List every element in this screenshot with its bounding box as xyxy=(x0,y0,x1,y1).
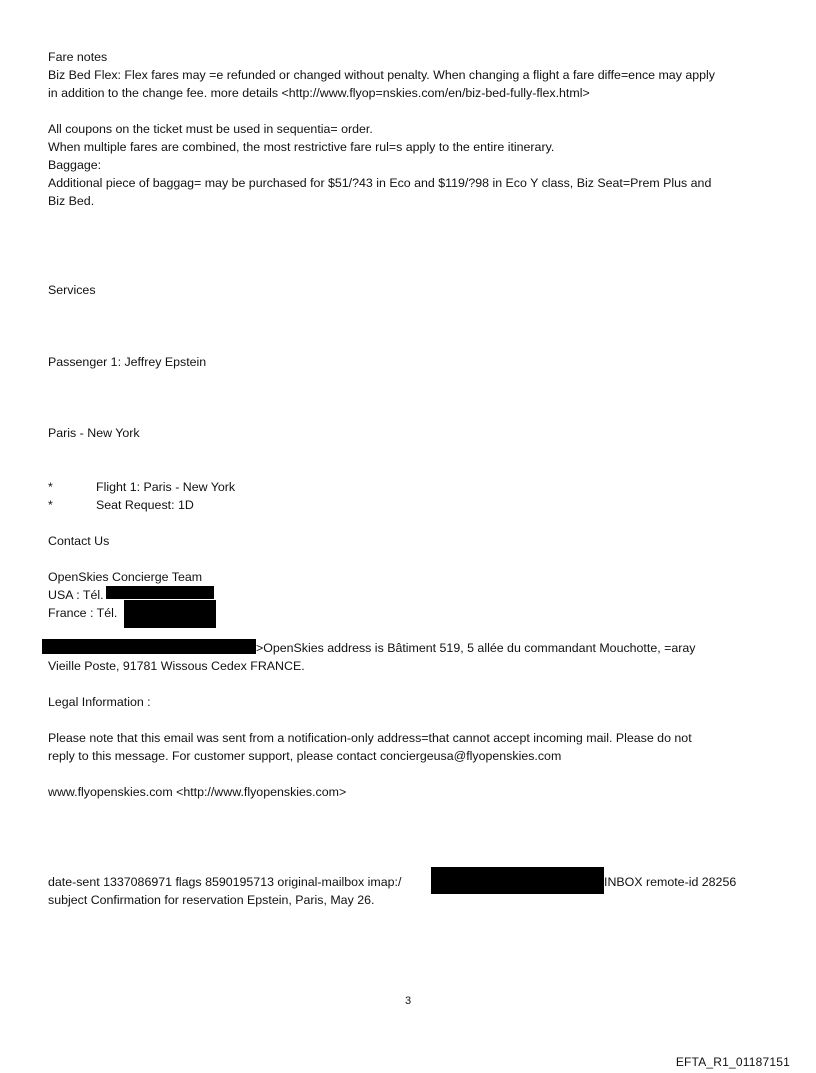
redaction-mailbox xyxy=(431,867,604,894)
contact-address-line2: Vieille Poste, 91781 Wissous Cedex FRANCE. xyxy=(48,659,305,673)
baggage-line1: Additional piece of baggag= may be purchased for $51/?43 in Eco and $119/?98 in Eco Y class, Biz Seat=Prem Plus and xyxy=(48,176,712,190)
baggage-heading: Baggage: xyxy=(48,158,102,172)
contact-address-line1: >OpenSkies address is Bâtiment 519, 5 allée du commandant Mouchotte, =aray xyxy=(256,641,696,655)
legal-heading: Legal Information : xyxy=(48,695,151,709)
passenger-line: Passenger 1: Jeffrey Epstein xyxy=(48,355,207,369)
bullet-marker: * xyxy=(48,498,53,512)
redaction-email-address xyxy=(42,639,256,654)
contact-usa-phone-label: USA : Tél. xyxy=(48,588,104,602)
fare-notes-flex-line2: in addition to the change fee. more details <http://www.flyop=nskies.com/en/biz-bed-fully-flex.html> xyxy=(48,86,590,100)
website-link[interactable]: www.flyopenskies.com <http://www.flyopenskies.com> xyxy=(48,785,347,799)
list-item-seat: Seat Request: 1D xyxy=(96,498,194,512)
meta-line1-start: date-sent 1337086971 flags 8590195713 original-mailbox imap:/ xyxy=(48,875,402,889)
fare-notes-flex-line1: Biz Bed Flex: Flex fares may =e refunded or changed without penalty. When changing a flight a fare diffe=ence may apply xyxy=(48,68,715,82)
document-id: EFTA_R1_01187151 xyxy=(675,1055,790,1069)
legal-line2: reply to this message. For customer support, please contact conciergeusa@flyopenskies.com xyxy=(48,749,562,763)
contact-team: OpenSkies Concierge Team xyxy=(48,570,203,584)
legal-line1: Please note that this email was sent from a notification-only address=that cannot accept incoming mail. Please do not xyxy=(48,731,692,745)
meta-line1-end: INBOX remote-id 28256 xyxy=(604,875,737,889)
contact-heading: Contact Us xyxy=(48,534,110,548)
contact-france-phone-label: France : Tél. xyxy=(48,606,118,620)
fare-notes-combined: When multiple fares are combined, the most restrictive fare rul=s apply to the entire itinerary. xyxy=(48,140,555,154)
bullet-marker: * xyxy=(48,480,53,494)
redaction-usa-phone xyxy=(106,586,214,599)
meta-subject: subject Confirmation for reservation Epstein, Paris, May 26. xyxy=(48,893,375,907)
baggage-line2: Biz Bed. xyxy=(48,194,95,208)
fare-notes-heading: Fare notes xyxy=(48,50,108,64)
route-line: Paris - New York xyxy=(48,426,140,440)
page-number: 3 xyxy=(404,995,412,1007)
fare-notes-coupons: All coupons on the ticket must be used in sequentia= order. xyxy=(48,122,373,136)
list-item-flight: Flight 1: Paris - New York xyxy=(96,480,236,494)
services-heading: Services xyxy=(48,283,96,297)
redaction-france-phone xyxy=(124,600,216,628)
